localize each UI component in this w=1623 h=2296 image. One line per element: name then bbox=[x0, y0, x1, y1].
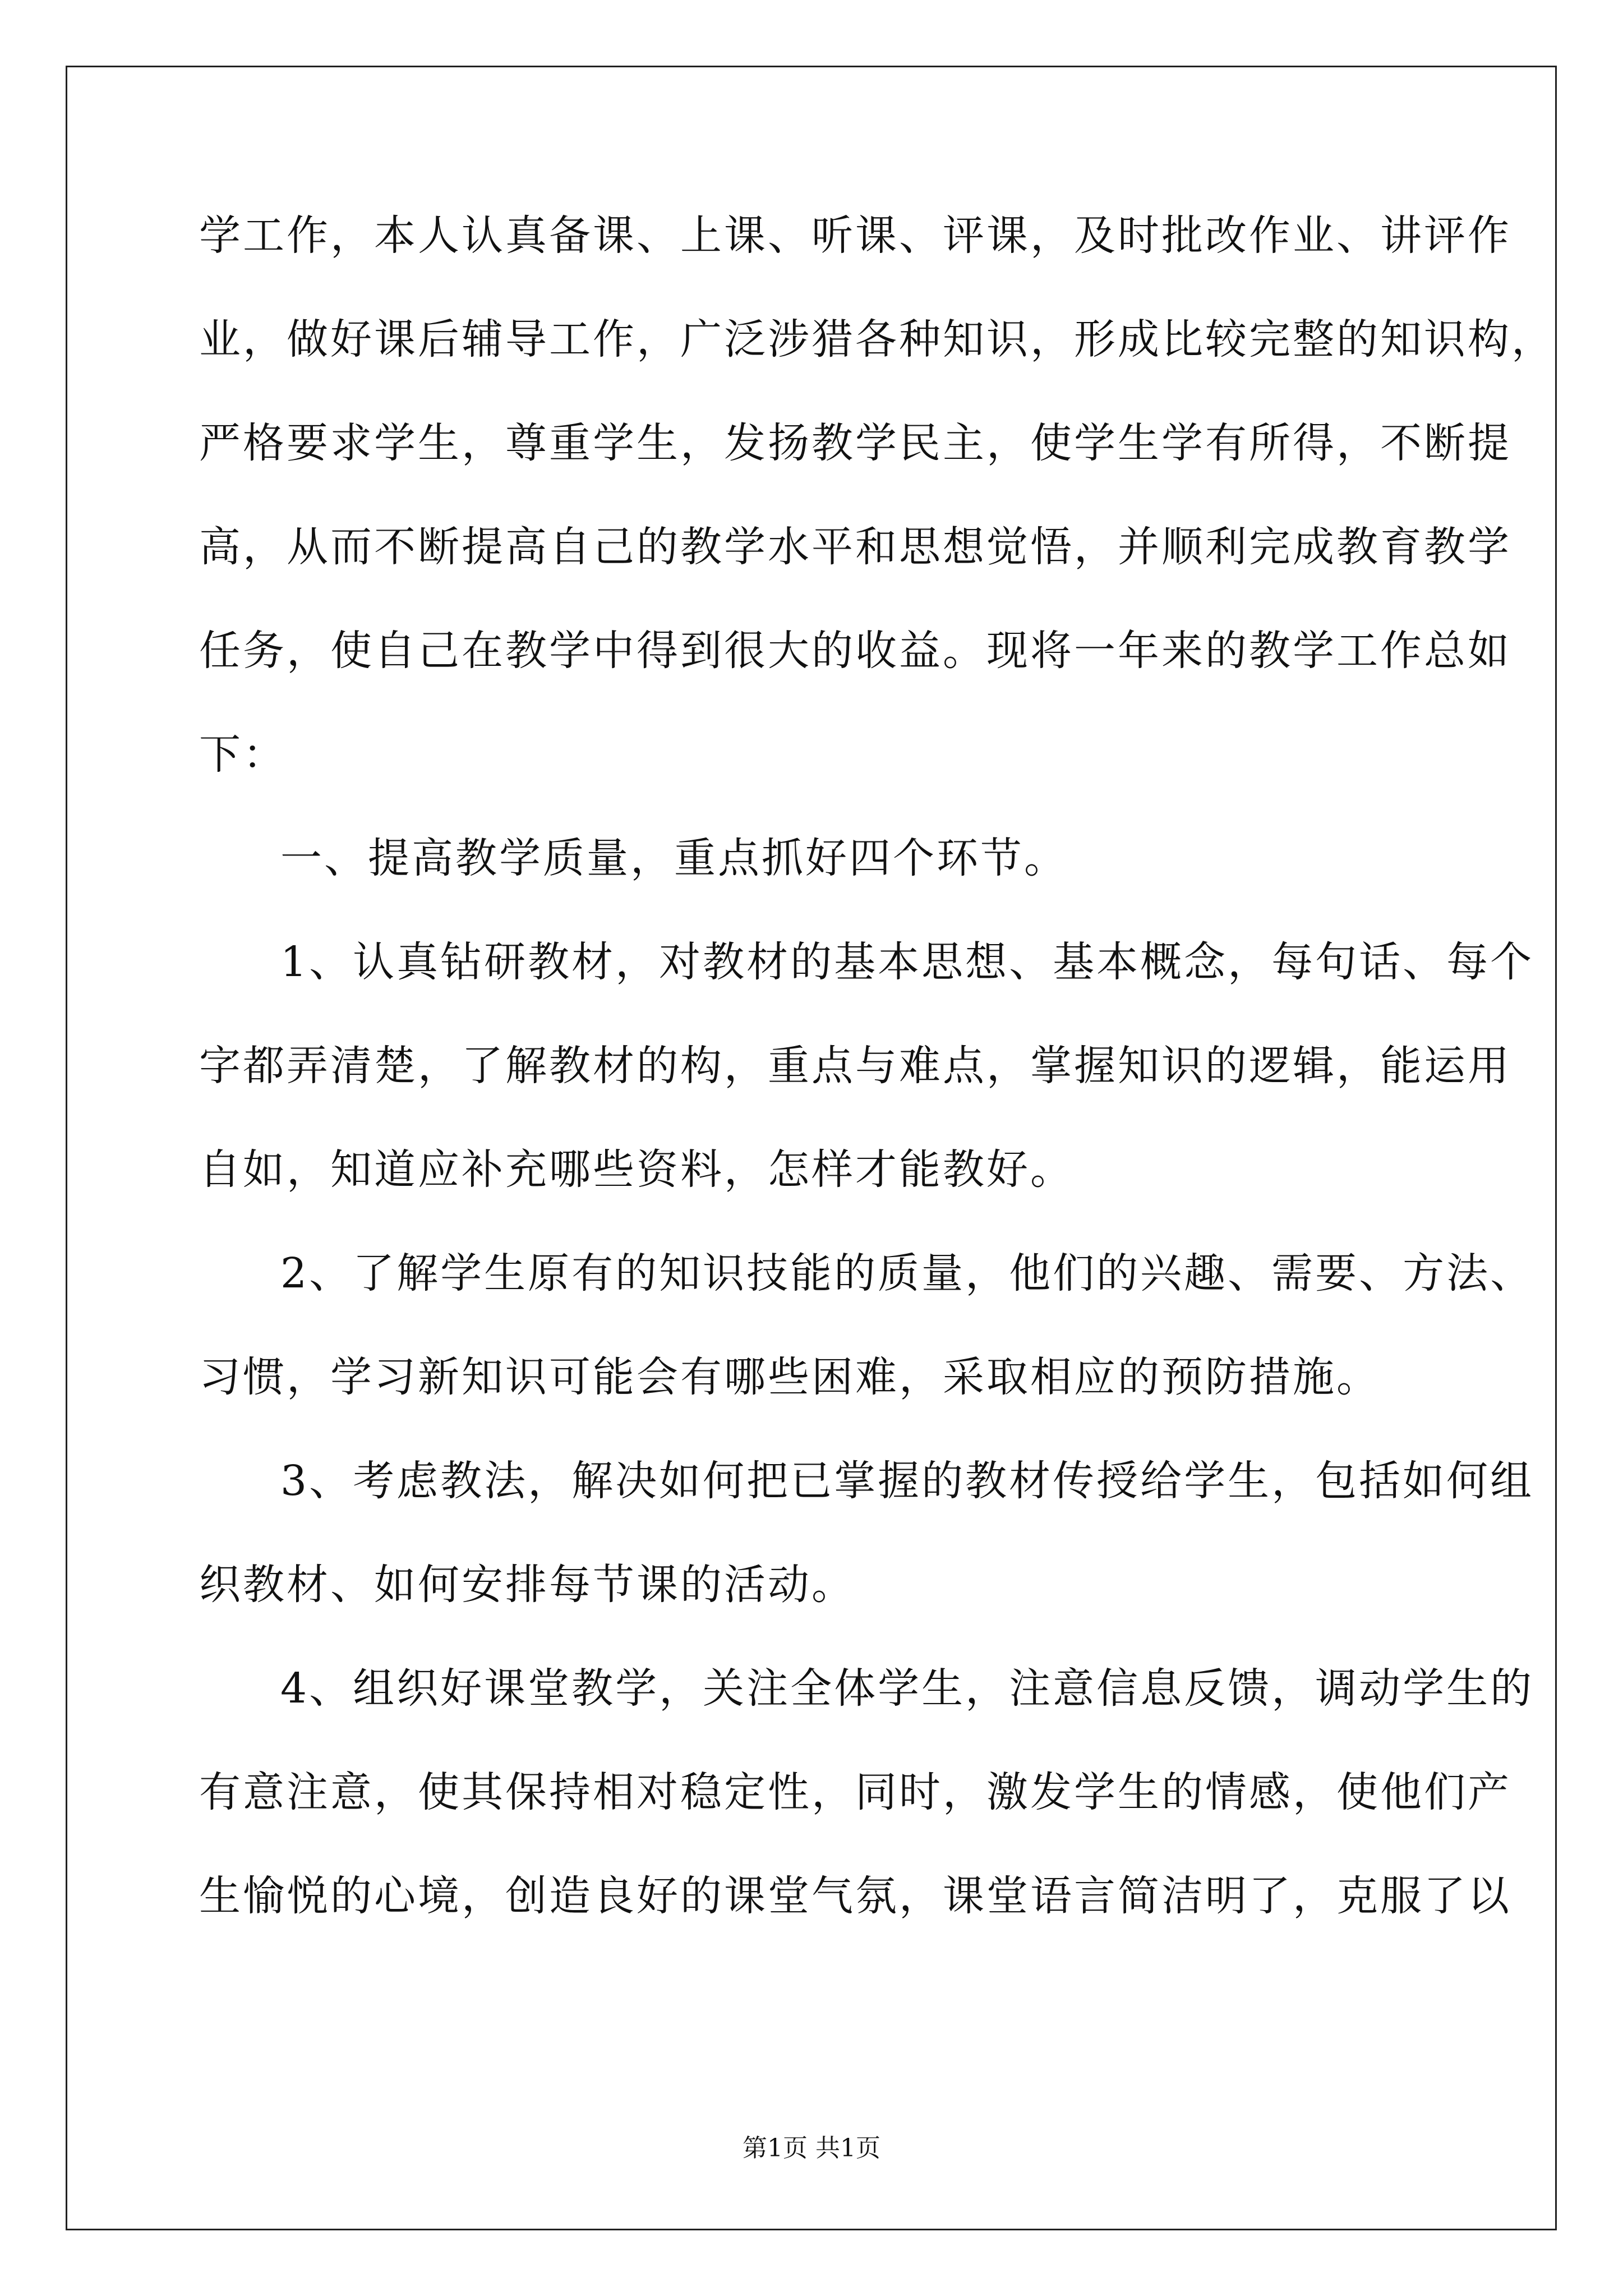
text-line: 严格要求学生，尊重学生，发扬教学民主，使学生学有所得，不断提 bbox=[199, 419, 1511, 467]
text-line: 自如，知道应补充哪些资料，怎样才能教好。 bbox=[199, 1145, 1074, 1194]
text-line: 织教材、如何安排每节课的活动。 bbox=[199, 1561, 855, 1609]
text-line: 习惯，学习新知识可能会有哪些困难，采取相应的预防措施。 bbox=[199, 1353, 1380, 1401]
text-line: 下： bbox=[199, 730, 287, 779]
text-line: 4、组织好课堂教学，关注全体学生，注意信息反馈，调动学生的 bbox=[280, 1664, 1534, 1713]
text-line: 1、认真钻研教材，对教材的基本思想、基本概念，每句话、每个 bbox=[280, 938, 1534, 986]
text-line: 高，从而不断提高自己的教学水平和思想觉悟，并顺利完成教育教学 bbox=[199, 523, 1511, 571]
text-line: 2、了解学生原有的知识技能的质量，他们的兴趣、需要、方法、 bbox=[280, 1249, 1534, 1297]
text-line: 学工作，本人认真备课、上课、听课、评课，及时批改作业、讲评作 bbox=[199, 211, 1511, 260]
section-heading: 一、提高教学质量，重点抓好四个环节。 bbox=[280, 834, 1068, 882]
text-line: 任务，使自己在教学中得到很大的收益。现将一年来的教学工作总如 bbox=[199, 627, 1511, 675]
text-line: 3、考虑教法，解决如何把已掌握的教材传授给学生，包括如何组 bbox=[280, 1457, 1534, 1505]
text-line: 有意注意，使其保持相对稳定性，同时，激发学生的情感，使他们产 bbox=[199, 1768, 1511, 1816]
text-line: 生愉悦的心境，创造良好的课堂气氛，课堂语言简洁明了，克服了以 bbox=[199, 1872, 1511, 1920]
page-footer: 第1页 共1页 bbox=[743, 2134, 880, 2162]
text-line: 业，做好课后辅导工作，广泛涉猎各种知识，形成比较完整的知识构， bbox=[199, 315, 1555, 364]
text-line: 字都弄清楚，了解教材的构，重点与难点，掌握知识的逻辑，能运用 bbox=[199, 1042, 1511, 1090]
